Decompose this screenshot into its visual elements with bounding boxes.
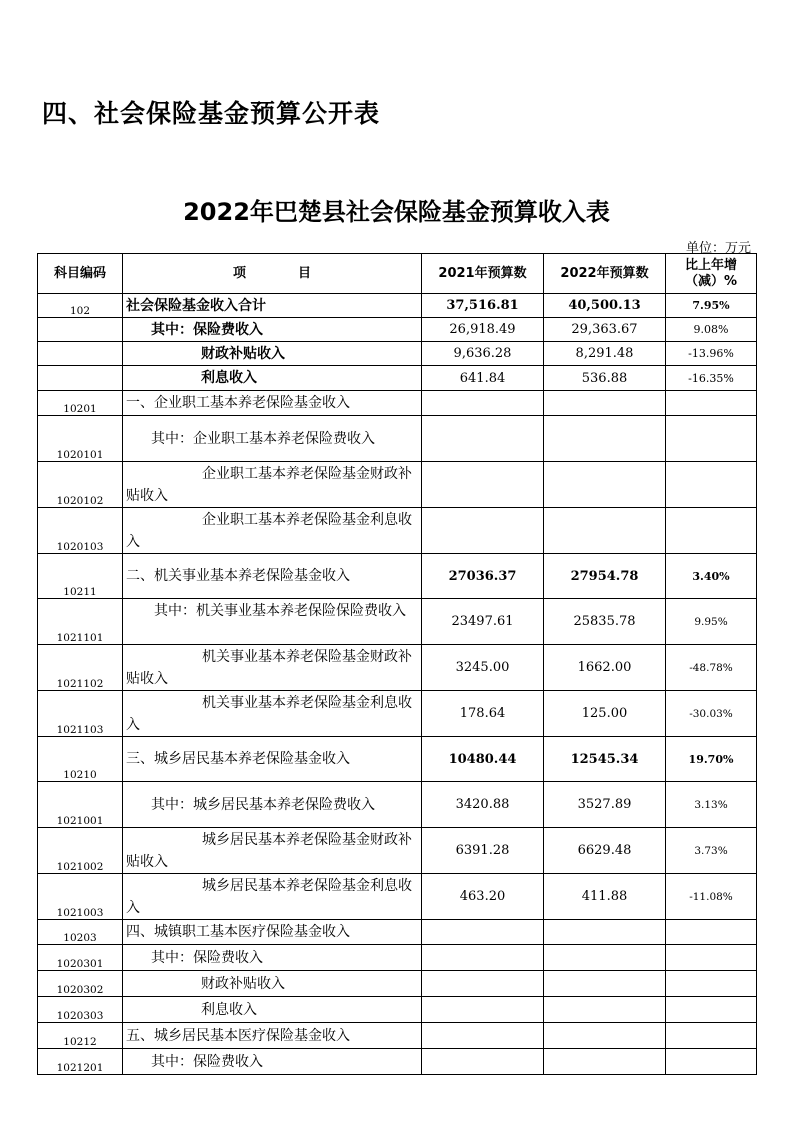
- table-row: [38, 462, 757, 508]
- row-change: -16.35%: [666, 366, 757, 391]
- row-budget-2021: 10480.44: [422, 737, 544, 782]
- row-budget-2022: [544, 1023, 666, 1049]
- row-code: 1020103: [38, 508, 123, 554]
- table-row: [38, 554, 757, 599]
- row-code: 1021101: [38, 599, 123, 645]
- row-name: 其中：保险费收入: [123, 1049, 422, 1075]
- row-budget-2021: [422, 1049, 544, 1075]
- row-change: 7.95%: [666, 294, 757, 318]
- row-code: [38, 366, 123, 391]
- row-budget-2022: [544, 945, 666, 971]
- table-row: [38, 366, 757, 391]
- row-name: 三、城乡居民基本养老保险基金收入: [123, 737, 422, 782]
- row-name: 其中：企业职工基本养老保险费收入: [123, 416, 422, 462]
- row-budget-2022: [544, 920, 666, 945]
- row-name: 二、机关事业基本养老保险基金收入: [123, 554, 422, 599]
- table-row: [38, 508, 757, 554]
- table-row: [38, 416, 757, 462]
- row-budget-2022: [544, 391, 666, 416]
- row-name: 一、企业职工基本养老保险基金收入: [123, 391, 422, 416]
- row-change: [666, 416, 757, 462]
- table-row: [38, 599, 757, 645]
- row-code: 10210: [38, 737, 123, 782]
- row-code: 10203: [38, 920, 123, 945]
- row-budget-2021: [422, 920, 544, 945]
- row-code: 102: [38, 294, 123, 318]
- row-code: [38, 318, 123, 342]
- row-change: [666, 920, 757, 945]
- row-name: 城乡居民基本养老保险基金利息收入: [123, 874, 422, 920]
- row-budget-2022: [544, 508, 666, 554]
- row-code: 1020302: [38, 971, 123, 997]
- header-change-line1: 比上年增: [684, 257, 737, 273]
- row-code: 1021102: [38, 645, 123, 691]
- table-row: [38, 318, 757, 342]
- row-budget-2021: [422, 971, 544, 997]
- row-name: 财政补贴收入: [123, 971, 422, 997]
- row-name: 其中：城乡居民基本养老保险费收入: [123, 782, 422, 828]
- table-row: [38, 1023, 757, 1049]
- row-code: 1021001: [38, 782, 123, 828]
- table-row: [38, 920, 757, 945]
- row-budget-2021: 37,516.81: [422, 294, 544, 318]
- row-name: 五、城乡居民基本医疗保险基金收入: [123, 1023, 422, 1049]
- table-row: [38, 294, 757, 318]
- row-code: 1020101: [38, 416, 123, 462]
- row-budget-2022: 125.00: [544, 691, 666, 737]
- row-budget-2022: 3527.89: [544, 782, 666, 828]
- table-row: [38, 737, 757, 782]
- row-budget-2021: 23497.61: [422, 599, 544, 645]
- row-budget-2021: [422, 508, 544, 554]
- row-name: 其中：保险费收入: [123, 318, 422, 342]
- row-name: 城乡居民基本养老保险基金财政补贴收入: [123, 828, 422, 874]
- table-row: [38, 828, 757, 874]
- table-title: 2022年巴楚县社会保险基金预算收入表: [183, 198, 610, 226]
- row-change: 9.08%: [666, 318, 757, 342]
- table-row: [38, 342, 757, 366]
- row-code: 1020303: [38, 997, 123, 1023]
- row-change: [666, 997, 757, 1023]
- header-change-line2: （减）%: [684, 273, 738, 289]
- row-budget-2021: [422, 416, 544, 462]
- row-name: 社会保险基金收入合计: [123, 294, 422, 318]
- row-budget-2021: 3245.00: [422, 645, 544, 691]
- row-change: [666, 971, 757, 997]
- row-budget-2022: [544, 462, 666, 508]
- row-name: 其中：机关事业基本养老保险保险费收入: [123, 599, 422, 645]
- row-budget-2021: 463.20: [422, 874, 544, 920]
- row-code: 1021103: [38, 691, 123, 737]
- row-budget-2022: 25835.78: [544, 599, 666, 645]
- header-code: 科目编码: [38, 254, 123, 294]
- row-name: 机关事业基本养老保险基金利息收入: [123, 691, 422, 737]
- budget-revenue-table: [37, 253, 757, 1075]
- row-budget-2021: 6391.28: [422, 828, 544, 874]
- table-row: [38, 391, 757, 416]
- table-row: [38, 874, 757, 920]
- header-budget-2021: 2021年预算数: [422, 254, 544, 294]
- row-budget-2021: [422, 1023, 544, 1049]
- row-budget-2021: 27036.37: [422, 554, 544, 599]
- row-budget-2021: 26,918.49: [422, 318, 544, 342]
- row-budget-2022: [544, 997, 666, 1023]
- row-code: 1020301: [38, 945, 123, 971]
- row-change: [666, 508, 757, 554]
- row-change: 9.95%: [666, 599, 757, 645]
- row-code: 10212: [38, 1023, 123, 1049]
- row-budget-2022: 411.88: [544, 874, 666, 920]
- row-change: [666, 391, 757, 416]
- table-row: [38, 971, 757, 997]
- row-change: 19.70%: [666, 737, 757, 782]
- row-name: 利息收入: [123, 997, 422, 1023]
- row-budget-2021: 9,636.28: [422, 342, 544, 366]
- row-budget-2022: 27954.78: [544, 554, 666, 599]
- unit-label: 单位：万元: [685, 241, 751, 256]
- row-change: -30.03%: [666, 691, 757, 737]
- row-budget-2022: 8,291.48: [544, 342, 666, 366]
- row-change: [666, 945, 757, 971]
- row-code: 1021201: [38, 1049, 123, 1075]
- row-budget-2021: 178.64: [422, 691, 544, 737]
- section-heading: 四、社会保险基金预算公开表: [42, 99, 381, 128]
- row-budget-2022: 6629.48: [544, 828, 666, 874]
- row-name: 机关事业基本养老保险基金财政补贴收入: [123, 645, 422, 691]
- row-change: 3.73%: [666, 828, 757, 874]
- row-code: 1020102: [38, 462, 123, 508]
- row-name: 利息收入: [123, 366, 422, 391]
- row-budget-2021: [422, 391, 544, 416]
- row-name: 财政补贴收入: [123, 342, 422, 366]
- row-budget-2022: 536.88: [544, 366, 666, 391]
- row-name: 企业职工基本养老保险基金财政补贴收入: [123, 462, 422, 508]
- row-name: 企业职工基本养老保险基金利息收入: [123, 508, 422, 554]
- row-budget-2021: [422, 945, 544, 971]
- row-change: [666, 462, 757, 508]
- header-item: 项 目: [123, 254, 422, 294]
- row-budget-2022: 29,363.67: [544, 318, 666, 342]
- table-row: [38, 691, 757, 737]
- row-change: [666, 1023, 757, 1049]
- row-change: [666, 1049, 757, 1075]
- row-change: 3.13%: [666, 782, 757, 828]
- table-row: [38, 645, 757, 691]
- row-budget-2022: 40,500.13: [544, 294, 666, 318]
- row-change: -13.96%: [666, 342, 757, 366]
- row-code: 1021002: [38, 828, 123, 874]
- row-budget-2021: [422, 997, 544, 1023]
- table-row: [38, 1049, 757, 1075]
- row-code: 10201: [38, 391, 123, 416]
- table-header-row: [38, 254, 757, 294]
- row-code: [38, 342, 123, 366]
- row-budget-2022: [544, 416, 666, 462]
- row-budget-2021: [422, 462, 544, 508]
- header-budget-2022: 2022年预算数: [544, 254, 666, 294]
- row-change: -11.08%: [666, 874, 757, 920]
- row-budget-2022: [544, 971, 666, 997]
- row-name: 四、城镇职工基本医疗保险基金收入: [123, 920, 422, 945]
- row-change: 3.40%: [666, 554, 757, 599]
- table-row: [38, 945, 757, 971]
- row-budget-2021: 641.84: [422, 366, 544, 391]
- row-code: 1021003: [38, 874, 123, 920]
- row-budget-2021: 3420.88: [422, 782, 544, 828]
- row-name: 其中：保险费收入: [123, 945, 422, 971]
- row-budget-2022: [544, 1049, 666, 1075]
- header-change: [666, 254, 757, 294]
- row-budget-2022: 1662.00: [544, 645, 666, 691]
- table-row: [38, 997, 757, 1023]
- row-budget-2022: 12545.34: [544, 737, 666, 782]
- row-change: -48.78%: [666, 645, 757, 691]
- table-row: [38, 782, 757, 828]
- row-code: 10211: [38, 554, 123, 599]
